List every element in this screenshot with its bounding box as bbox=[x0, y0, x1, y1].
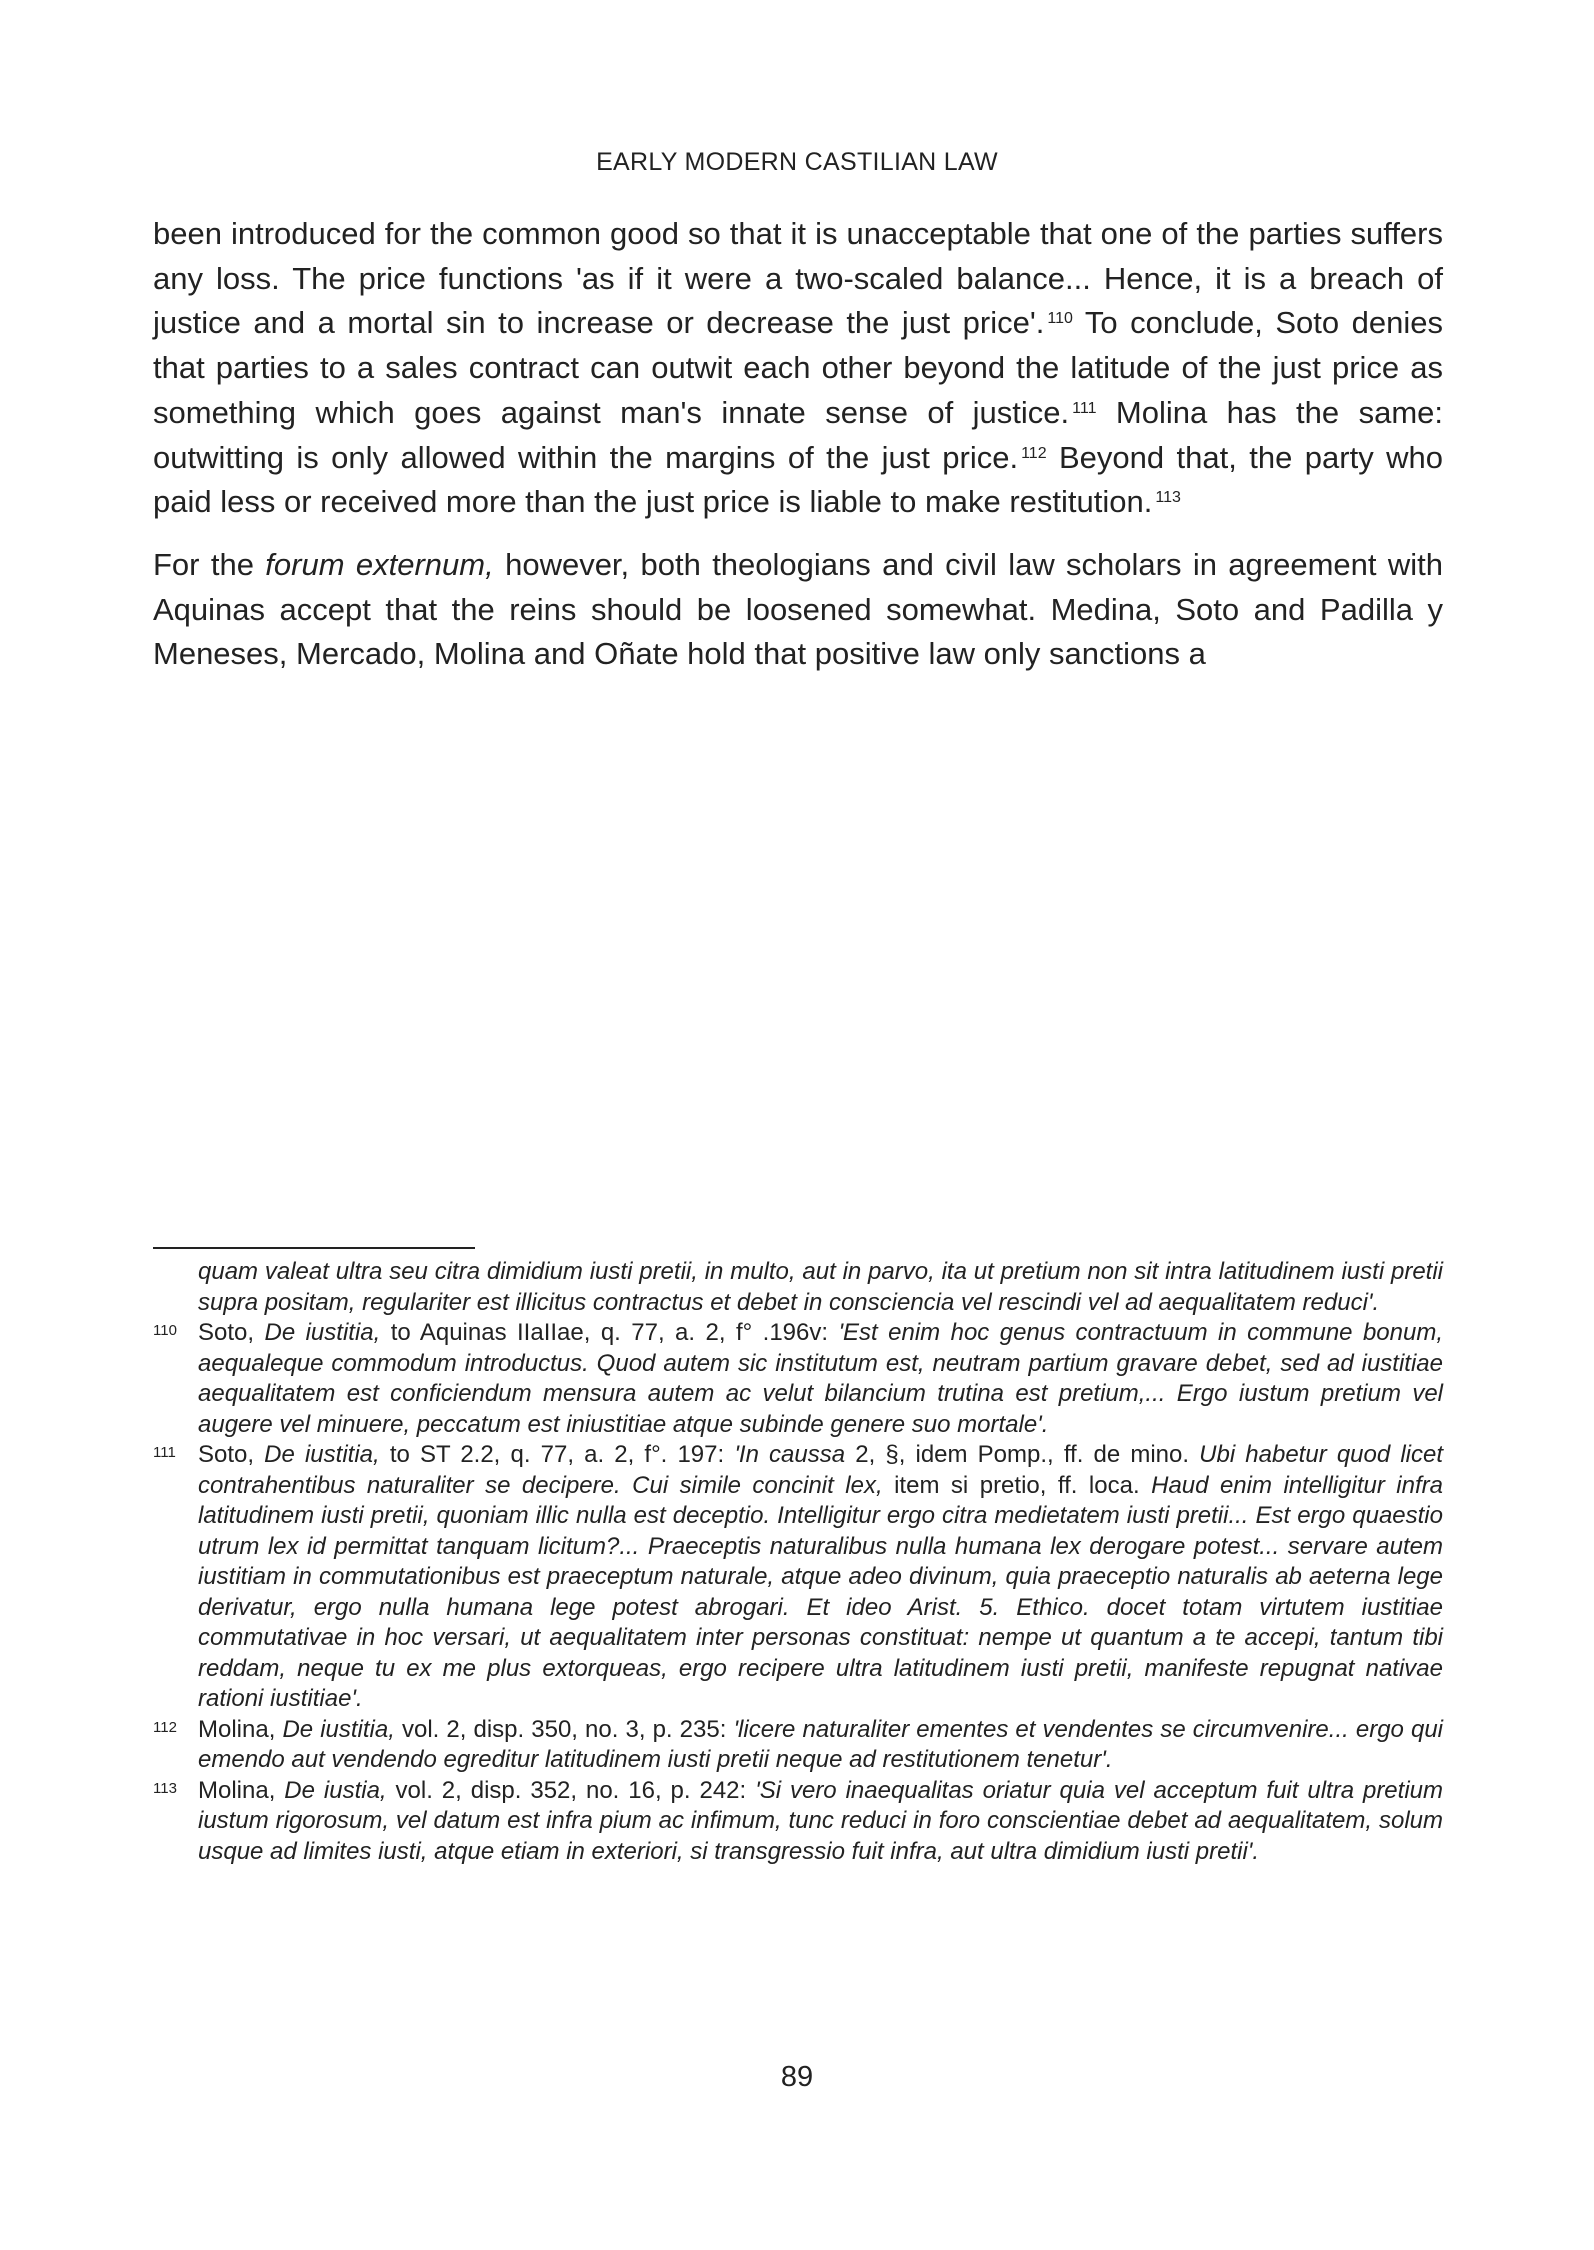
footnote-author: Molina, bbox=[198, 1776, 285, 1804]
footnote-113 bbox=[153, 1776, 1443, 1868]
paragraph-1-text-c: Molina has the same: outwitting is only allowed within the margins of the just price. bbox=[153, 394, 1443, 475]
paragraph-1-text-a: been introduced for the common good so that it is unacceptable that one of the parties suffers any loss. The price functions 'as if it were a two-scaled balance... Hence, it is a breach of justice and a mortal sin to increase or decrease the just price'. bbox=[153, 216, 1443, 341]
footnote-work-title: De iustitia, bbox=[264, 1319, 381, 1346]
footnote-number: 110 bbox=[153, 1322, 177, 1339]
footnote-citation: to Aquinas IIaIIae, q. 77, a. 2, f° .196v: bbox=[380, 1319, 839, 1346]
footnote-number: 113 bbox=[153, 1779, 177, 1797]
paragraph-2-rest: however, both theologians and civil law scholars in agreement with Aquinas accept that the reins should be loosened somewhat. Medina, Soto and Padilla y Meneses, Mercado, Molina and Oñate hold that positive law only sanctions a bbox=[153, 546, 1443, 672]
footnote-author: Soto, bbox=[198, 1441, 265, 1468]
footnote-work-title: De iustia, bbox=[284, 1776, 387, 1804]
footnote-ref-111[interactable]: 111 bbox=[1072, 399, 1097, 417]
paragraph-2-lead: For the bbox=[153, 546, 266, 582]
footnote-quote: 'Est enim hoc genus contractuum in commune bonum, aequaleque commodum introductus. Quod autem sic institutum est, neutram partium gravare debet, sed ad iustitiae aequalitatem est conficiendum mensura autem ac velut bilancium trutina est pretium,... Ergo iustum pretium vel augere vel minuere, peccatum est iniustitiae atque subinde genere suo mortale'. bbox=[198, 1319, 1444, 1438]
footnote-112 bbox=[153, 1715, 1443, 1776]
footnote-citation-c: item si pretio, ff. loca. bbox=[882, 1471, 1152, 1499]
paragraph-1 bbox=[153, 212, 1443, 525]
paragraph-1-text-b: To conclude, Soto denies that parties to a sales contract can outwit each other beyond the latitude of the just price as something which goes against man's innate sense of justice. bbox=[153, 305, 1443, 430]
footnote-author: Molina, bbox=[198, 1715, 283, 1743]
body-text bbox=[153, 212, 1443, 677]
footnote-ref-113[interactable]: 113 bbox=[1155, 489, 1181, 507]
footnote-continuation bbox=[153, 1257, 1443, 1318]
footnote-quote-b: Ubi habetur quod licet contrahentibus naturaliter se decipere. Cui simile concinit lex, bbox=[198, 1441, 1444, 1499]
footnote-work-title: De iustitia, bbox=[282, 1715, 395, 1743]
footnote-author: Soto, bbox=[198, 1319, 265, 1346]
paragraph-1-text-d: Beyond that, the party who paid less or received more than the just price is liable to make restitution. bbox=[153, 439, 1443, 520]
footnote-ref-112[interactable]: 112 bbox=[1021, 444, 1047, 462]
footnote-number: 111 bbox=[153, 1444, 176, 1461]
footnotes bbox=[153, 1257, 1443, 1867]
paragraph-2-emphasis: forum externum, bbox=[265, 546, 494, 582]
footnote-citation-b: 2, §, idem Pomp., ff. de mino. bbox=[845, 1441, 1200, 1468]
footnote-110 bbox=[153, 1318, 1443, 1440]
footnote-quote: 'licere naturaliter ementes et vendentes se circumvenire... ergo qui emendo aut vendendo egreditur latitudinem iusti pretii neque ad restitutionem tenetur'. bbox=[198, 1715, 1443, 1773]
footnote-citation: vol. 2, disp. 350, no. 3, p. 235: bbox=[394, 1715, 734, 1743]
page-number: 89 bbox=[780, 2061, 814, 2093]
footnote-111 bbox=[153, 1440, 1443, 1715]
footnote-number: 112 bbox=[153, 1718, 177, 1736]
footnote-citation: vol. 2, disp. 352, no. 16, p. 242: bbox=[386, 1776, 756, 1804]
paragraph-2 bbox=[153, 543, 1443, 677]
footnote-quote-a: 'In caussa bbox=[734, 1441, 846, 1468]
footnote-quote-c: Haud enim intelligitur infra latitudinem iusti pretii, quoniam illic nulla est deceptio. Intelligitur ergo citra medietatem iusti pretii... Est ergo quaestio utrum lex id permittat tanquam licitum?... Praeceptis naturalibus nulla humana lex derogare potest... servare autem iustitiam in commutationibus est praeceptum naturale, atque adeo divinum, quia praeceptio naturalis ab aeterna lege derivatur, ergo nulla humana lege potest abrogari. Et ideo Arist. 5. Ethico. docet totam virtutem iustitiae commutativae in hoc versari, ut aequalitatem inter personas constituat: nempe ut quantum a te accepi, tantum tibi reddam, neque tu ex me plus extorqueas, ergo recipere ultra latitudinem iusti pretii, manifeste repugnat nativae rationi iustitiae'. bbox=[198, 1471, 1443, 1712]
footnote-quote: 'Si vero inaequalitas oriatur quia vel acceptum fuit ultra pretium iustum rigorosum, vel datum est infra pium ac infimum, tunc reduci in foro conscientiae debet ad aequalitatem, solum usque ad limites iusti, atque etiam in exteriori, si transgressio fuit infra, aut ultra dimidium iusti pretii'. bbox=[198, 1776, 1443, 1865]
footnote-continuation-text: quam valeat ultra seu citra dimidium iusti pretii, in multo, aut in parvo, ita ut pretium non sit intra latitudinem iusti pretii supra positam, regulariter est illicitus contractus et debet in consciencia vel rescindi vel ad aequalitatem reduci'. bbox=[198, 1258, 1443, 1316]
footnote-separator bbox=[153, 1247, 475, 1249]
footnote-ref-110[interactable]: 110 bbox=[1047, 310, 1073, 328]
running-head: EARLY MODERN CASTILIAN LAW bbox=[596, 148, 998, 176]
footnote-citation: to ST 2.2, q. 77, a. 2, f°. 197: bbox=[379, 1441, 735, 1468]
footnote-work-title: De iustitia, bbox=[264, 1441, 380, 1468]
